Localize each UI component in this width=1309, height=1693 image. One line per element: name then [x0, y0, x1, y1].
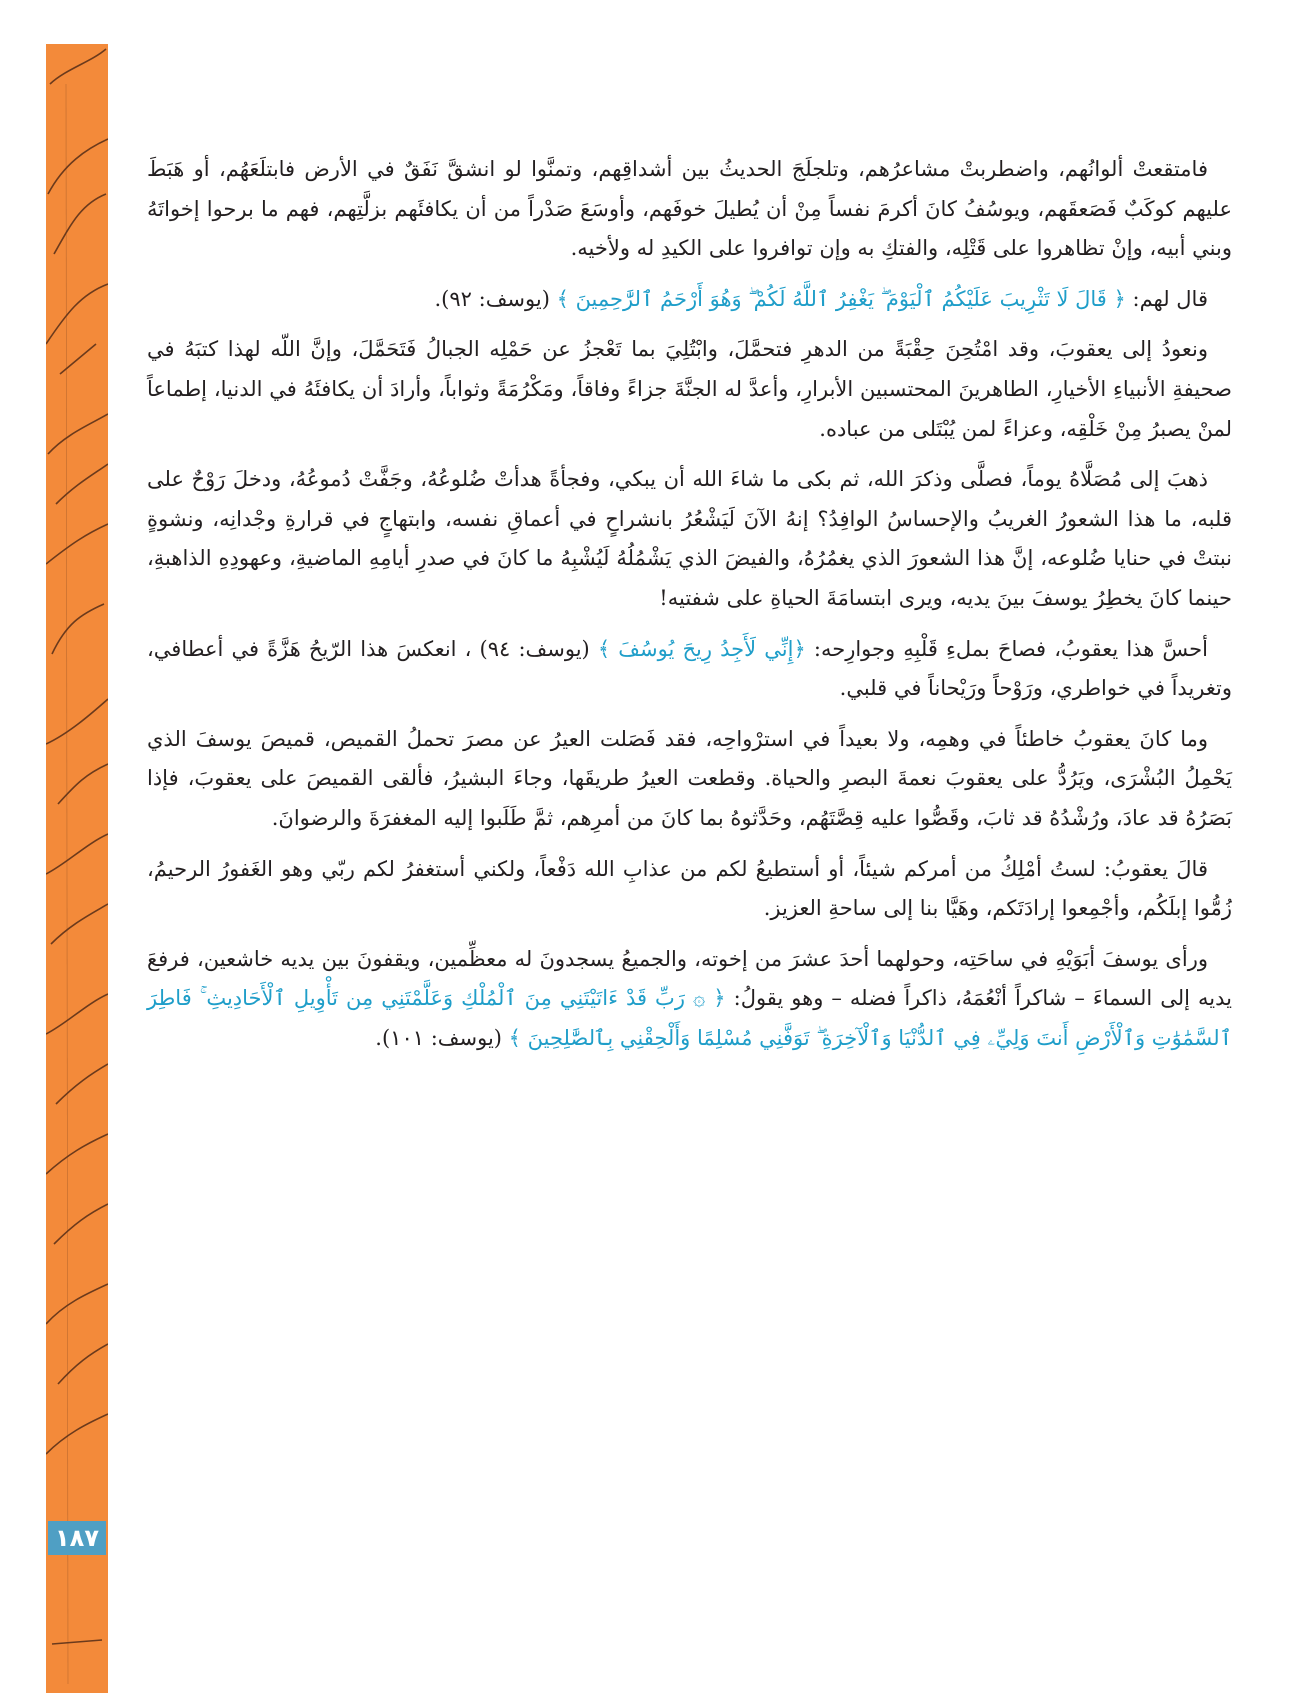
page-number: ١٨٧	[48, 1521, 106, 1555]
paragraph	[147, 150, 1232, 269]
paragraph-text: ونعودُ إلى يعقوبَ، وقد امْتُحِنَ حِقْبَةً من الدهرِ فتحمَّلَ، وابْتُلِيَ بما تَعْجزُ عن حَمْلِه الجبالُ فَتَحَمَّلَ، وإنَّ اللّه لهذا كتبَهُ في صحيفةِ الأنبياءِ الأخيارِ، الطاهرينَ المحتسبين الأبرارِ، وأعدَّ له الجنَّةَ جزاءً وفاقاً، ومَكْرُمَةً وثواباً، وأرادَ أن يكافئَهُ في الدنيا، إطماعاً لمنْ يصبرُ مِنْ خَلْقِه، وعزاءً لمن يُبْتَلى من عباده.	[147, 337, 1232, 441]
quran-verse: ﴿إِنِّي لَأَجِدُ رِيحَ يُوسُفَ ﴾	[597, 636, 806, 661]
paragraph	[147, 460, 1232, 618]
paragraph-text: (يوسف: ٩٤) ، انعكسَ هذا الرّيحُ هَزَّةً في أعطافي، وتغريداً في خواطري، ورَوْحاً ورَيْحاناً في قلبي.	[147, 636, 1232, 701]
paragraph-text: (يوسف: ٩٢).	[434, 286, 557, 311]
quran-verse: ﴿ قَالَ لَا تَثْرِيبَ عَلَيْكُمُ ٱلْيَوْمَ ۖ يَغْفِرُ ٱللَّهُ لَكُمْ ۖ وَهُوَ أَرْحَمُ ٱلرَّٰحِمِينَ ﴾	[556, 286, 1126, 311]
paragraph-text: ورأى يوسفَ أبَوَيْهِ في ساحَتِه، وحولهما أحدَ عشرَ من إخوته، والجميعُ يسجدونَ له معظِّمين، ويقفونَ بين يديه خاشعين، فرفعَ يديه إلى السماءَ – شاكراً أنْعُمَهُ، ذاكراً فضله – وهو يقولُ:	[147, 946, 1232, 1011]
paragraph-text: قالَ يعقوبُ: لستُ أمْلِكُ من أمركم شيئاً، أو أستطيعُ لكم من عذابِ الله دَفْعاً، ولكني أستغفرُ لكم ربّي وهو الغَفورُ الرحيمُ، زُمُّوا إبلَكُم، وأجْمِعوا إرادَتَكم، وهَيَّا بنا إلى ساحةِ العزيز.	[147, 856, 1232, 921]
paragraph	[147, 720, 1232, 839]
paragraph	[147, 850, 1232, 929]
paragraph	[147, 630, 1232, 709]
paragraph-text: أحسَّ هذا يعقوبُ، فصاحَ بملءِ قَلْبِهِ وجوارِحه:	[805, 636, 1209, 661]
paragraph-text: (يوسف: ١٠١).	[375, 1025, 509, 1050]
paragraph	[147, 940, 1232, 1059]
paragraph	[147, 280, 1232, 320]
main-text	[147, 150, 1232, 1069]
quran-verse: ﴿ ۞ رَبِّ قَدْ ءَاتَيْتَنِي مِنَ ٱلْمُلْكِ وَعَلَّمْتَنِي مِن تَأْوِيلِ ٱلْأَحَادِيثِ ۚ فَاطِرَ ٱلسَّمَٰوَٰتِ وَٱلْأَرْضِ أَنتَ وَلِيِّۦ فِي ٱلدُّنْيَا وَٱلْآخِرَةِ ۖ تَوَفَّنِي مُسْلِمًا وَأَلْحِقْنِي بِٱلصَّٰلِحِينَ ﴾	[147, 986, 1232, 1050]
paragraph	[147, 330, 1232, 449]
paragraph-text: قال لهم:	[1125, 286, 1208, 311]
paragraph-text: ذهبَ إلى مُصَلَّاهُ يوماً، فصلَّى وذكرَ الله، ثم بكى ما شاءَ الله أن يبكي، وفجأةً هدأتْ ضُلوعُهُ، وجَفَّتْ دُموعُهُ، ودخلَ رَوْحٌ على قلبه، ما هذا الشعورُ الغريبُ والإحساسُ الوافِدُ؟ إنهُ الآنَ لَيَشْعُرُ بانشراحٍ في أعماقِ نفسه، وابتهاجٍ في قرارةِ وجْدانِه، ونشوةٍ نبتتْ في حنايا ضُلوعه، إنَّ هذا الشعورَ الذي يغمُرُهُ، والفيضَ الذي يَشْمُلُهُ لَيُشْبِهُ ما كانَ في صدرِ أيامِهِ الماضيةِ، وعهودِهِ الذاهبةِ، حينما كانَ يخطِرُ يوسفَ بينَ يديه، ويرى ابتسامَةَ الحياةِ على شفتيه!	[147, 467, 1233, 610]
paragraph-text: فامتقعتْ ألوانُهم، واضطربتْ مشاعرُهم، وتلجلَجَ الحديثُ بين أشداقِهم، وتمنَّوا لو انشقَّ نَفَقٌ في الأرض فابتلَعَهُم، أو هَبَطَ عليهم كوكَبٌ فَصَعقَهم، ويوسُفُ كانَ أكرمَ نفساً مِنْ أن يُطيلَ خوفَهم، وأوسَعَ صَدْراً من أن يكافئَهم بزلَّتِهم، فهم ما برحوا إخواتَهُ وبني أبيه، وإنْ تظاهروا على قَتْلِه، والفتكِ به وإن توافروا على الكيدِ له ولأخيه.	[147, 157, 1232, 261]
decorative-side-band	[46, 44, 108, 1693]
paragraph-text: وما كانَ يعقوبُ خاطئاً في وهمِه، ولا بعيداً في استرْواحِه، فقد فَصَلت العيرُ عن مصرَ تحملُ القميص، قميصَ يوسفَ الذي يَحْمِلُ البُشْرَى، ويَرُدُّ على يعقوبَ نعمةَ البصرِ والحياة. وقطعت العيرُ طريقَها، وجاءَ البشيرُ، فألقى القميصَ على يعقوبَ، فإذا بَصَرُهُ قد عادَ، ورُشْدُهُ قد ثابَ، وقَصُّوا عليه قِصَّتَهُم، وحَدَّثوهُ بما كانَ من أمرِهم، ثمَّ طَلَبوا إليه المغفرَةَ والرضوانَ.	[147, 726, 1232, 830]
